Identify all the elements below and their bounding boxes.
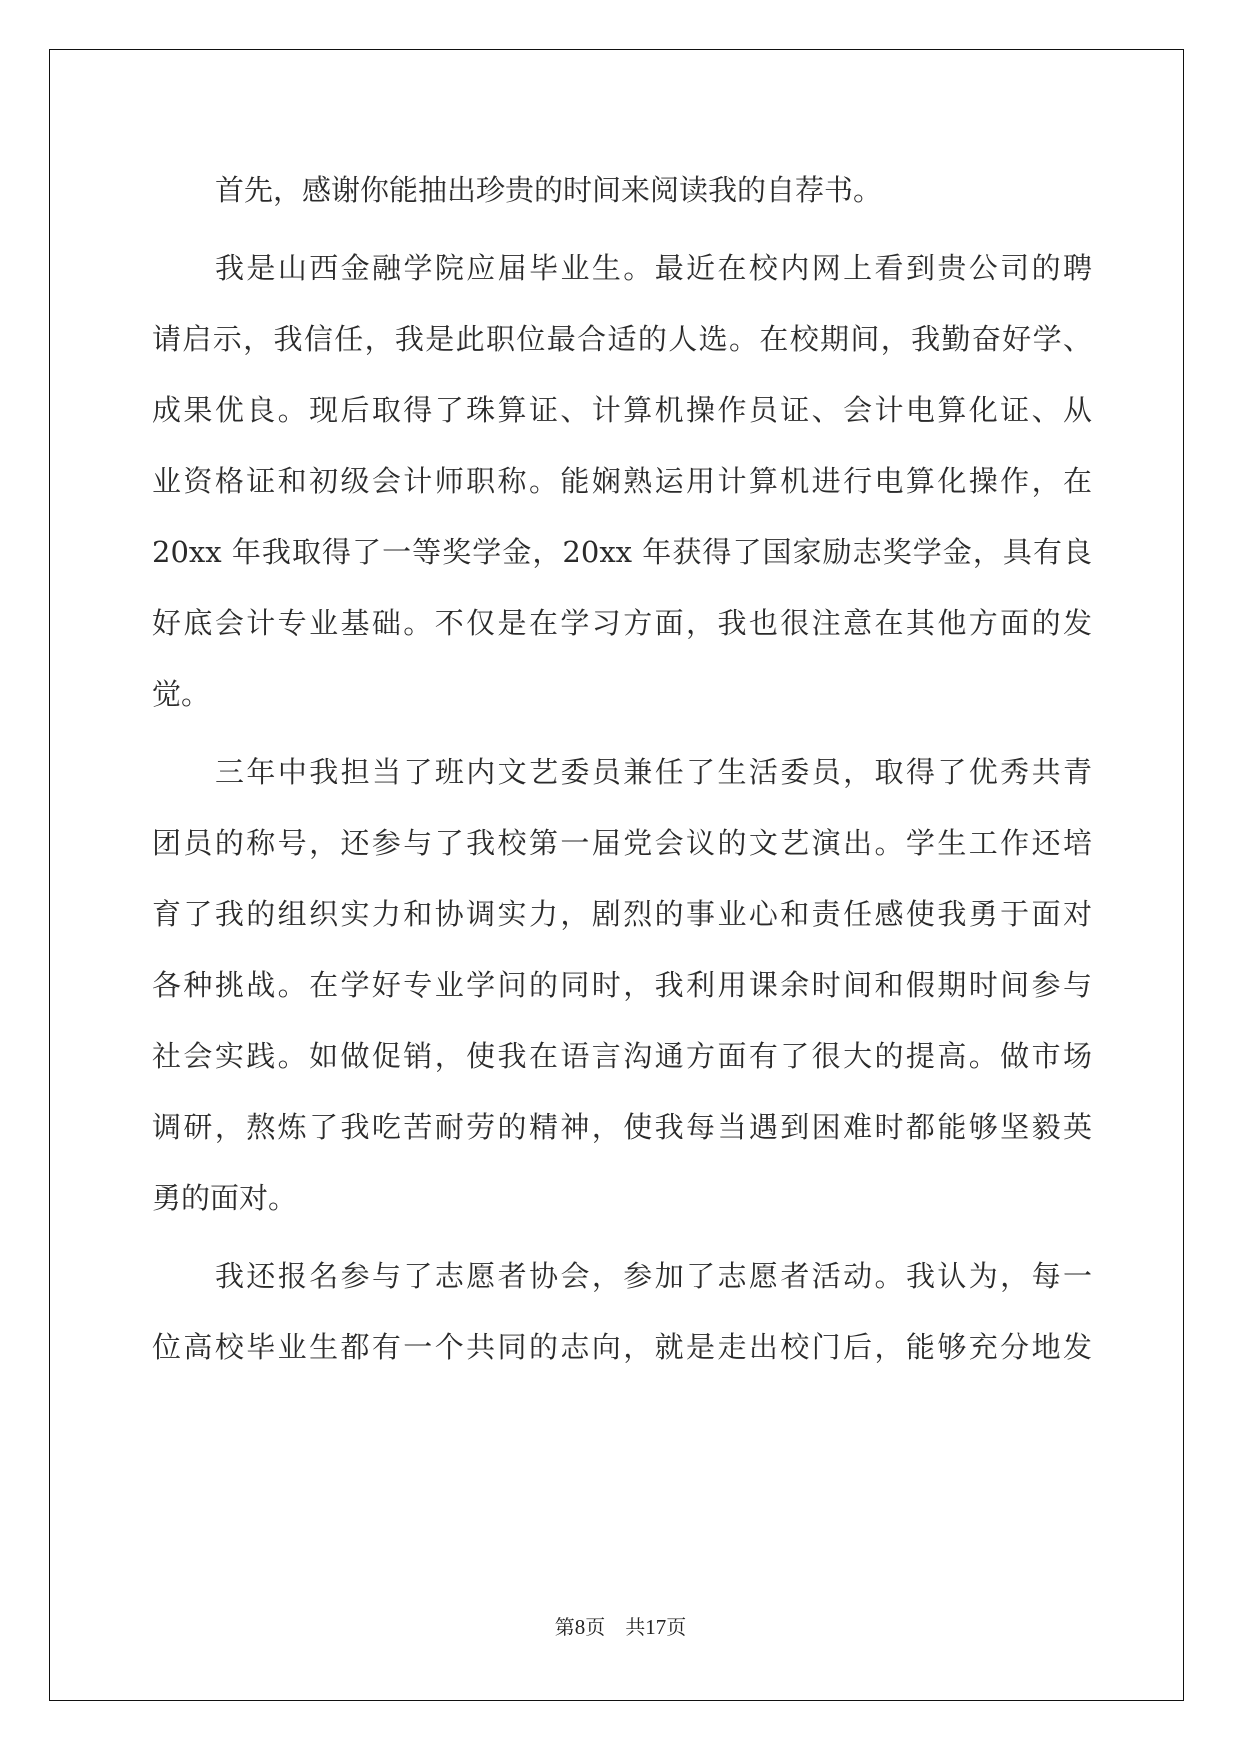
text-line: 成果优良。现后取得了珠算证、计算机操作员证、会计电算化证、从 — [152, 393, 1092, 427]
text-line: 好底会计专业基础。不仅是在学习方面，我也很注意在其他方面的发 — [152, 606, 1092, 640]
text-line: 三年中我担当了班内文艺委员兼任了生活委员，取得了优秀共青 — [215, 755, 1092, 789]
page-suffix: 页 — [585, 1617, 606, 1639]
text-line: 位高校毕业生都有一个共同的志向，就是走出校门后，能够充分地发 — [152, 1330, 1092, 1364]
total-pages: 17 — [645, 1615, 667, 1639]
text-line: 育了我的组织实力和协调实力，剧烈的事业心和责任感使我勇于面对 — [152, 897, 1092, 931]
text-line: 团员的称号，还参与了我校第一届党会议的文艺演出。学生工作还培 — [152, 826, 1092, 860]
total-suffix: 页 — [666, 1617, 687, 1639]
page-footer — [0, 1614, 1241, 1640]
text-line: 首先，感谢你能抽出珍贵的时间来阅读我的自荐书。 — [215, 173, 883, 207]
text-line: 请启示，我信任，我是此职位最合适的人选。在校期间，我勤奋好学、 — [152, 322, 1092, 356]
text-line: 调研，熬炼了我吃苦耐劳的精神，使我每当遇到困难时都能够坚毅英 — [152, 1110, 1092, 1144]
text-line: 我还报名参与了志愿者协会，参加了志愿者活动。我认为，每一 — [215, 1259, 1092, 1293]
text-line: 觉。 — [152, 677, 211, 711]
text-line: 20xx 年我取得了一等奖学金，20xx 年获得了国家励志奖学金，具有良 — [152, 535, 1092, 569]
page-prefix: 第 — [554, 1617, 575, 1639]
text-line: 各种挑战。在学好专业学问的同时，我利用课余时间和假期时间参与 — [152, 968, 1092, 1002]
text-line: 业资格证和初级会计师职称。能娴熟运用计算机进行电算化操作，在 — [152, 464, 1092, 498]
page-border — [49, 49, 1184, 1701]
text-line: 我是山西金融学院应届毕业生。最近在校内网上看到贵公司的聘 — [215, 251, 1092, 285]
text-line: 勇的面对。 — [152, 1181, 298, 1215]
page-number: 8 — [574, 1615, 586, 1639]
text-line: 社会实践。如做促销，使我在语言沟通方面有了很大的提高。做市场 — [152, 1039, 1092, 1073]
total-prefix: 共 — [625, 1617, 646, 1639]
